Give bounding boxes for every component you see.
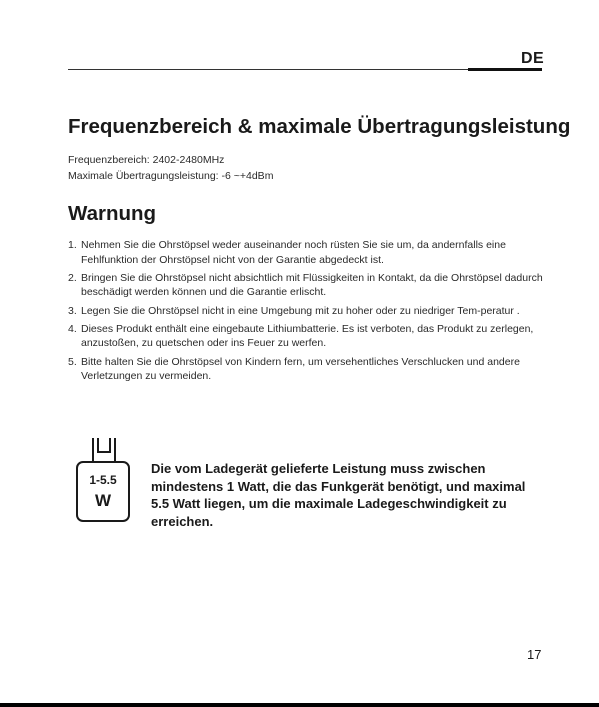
warning-item-number: 1. [68, 239, 77, 251]
warning-item [68, 355, 546, 384]
charger-requirement-text: Die vom Ladegerät gelieferte Leistung muss zwischen mindestens 1 Watt, die das Funkgerät benötigt, und maximal 5.5 Watt liegen, um die maximale Ladegeschwindigkeit zu erreichen. [151, 461, 526, 529]
warning-item [68, 322, 546, 351]
max-power-line: Maximale Übertragungsleistung: -6 ~+4dBm [68, 170, 274, 182]
warning-item-text: Dieses Produkt enthält eine eingebaute Lithiumbatterie. Es ist verboten, das Produkt zu zerlegen, anzustoßen, zu quetschen oder ins Feuer zu werfen. [81, 322, 534, 350]
header-divider-accent [468, 68, 542, 71]
page-bottom-edge [0, 703, 599, 707]
warning-item-number: 3. [68, 304, 77, 317]
page-number: 17 [527, 647, 542, 662]
frequency-specs [68, 152, 273, 184]
charger-watt-range: 1-5.5 [89, 473, 117, 487]
warning-title: Warnung [68, 202, 157, 225]
warning-item-text: Nehmen Sie die Ohrstöpsel weder auseinander noch rüsten Sie sie um, da andernfalls eine Fehlfunktion der Ohrstöpsel nicht von der Garantie abgedeckt ist. [81, 239, 506, 266]
charger-body [76, 461, 130, 522]
warning-item-text: Bitte halten Sie die Ohrstöpsel von Kindern fern, um versehentliches Verschlucken und andere Verletzungen zu vermeiden. [81, 355, 520, 383]
charger-plug-icon [76, 436, 132, 526]
frequency-section-title: Frequenzbereich & maximale Übertragungsleistung [68, 115, 571, 138]
frequency-range-line: Frequenzbereich: 2402-2480MHz [68, 154, 225, 166]
warning-item [68, 271, 546, 300]
warning-item-text: Legen Sie die Ohrstöpsel nicht in eine Umgebung mit zu hoher oder zu niedriger Tem-peratur . [81, 304, 520, 317]
warning-item-text: Bringen Sie die Ohrstöpsel nicht absichtlich mit Flüssigkeiten in Kontakt, da die Ohrstöpsel dadurch beschädigt werden können und die Garantie erlischt. [81, 271, 543, 299]
charger-watt-unit: W [94, 491, 112, 510]
plug-prongs [76, 436, 132, 463]
language-code: DE [521, 50, 545, 67]
warning-list [68, 238, 546, 387]
warning-item-number: 5. [68, 355, 77, 368]
warning-item-number: 4. [68, 322, 77, 335]
warning-item-number: 2. [68, 271, 77, 284]
warning-item [68, 304, 546, 319]
header-divider [68, 69, 468, 70]
warning-item [68, 238, 546, 267]
